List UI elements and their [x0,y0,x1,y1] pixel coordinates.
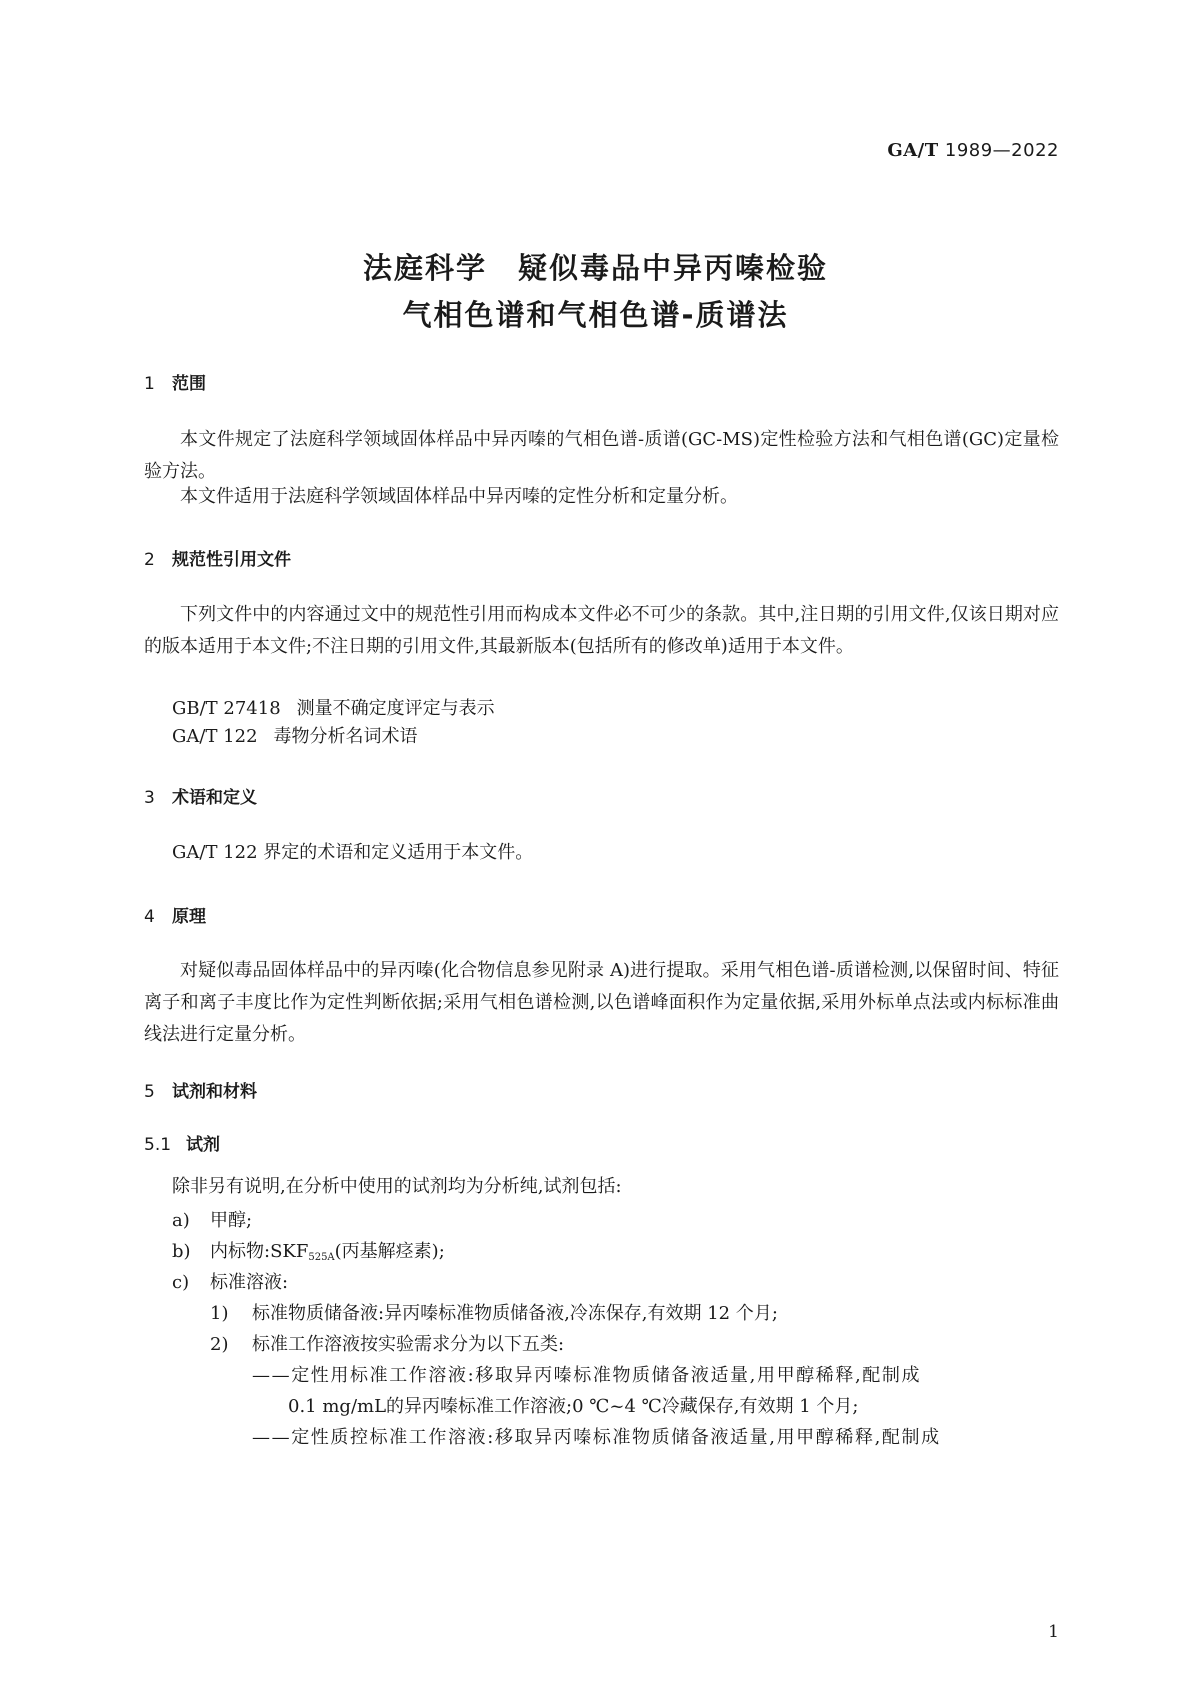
section-4-paragraph-1 [144,955,1059,1051]
list-item-c1 [210,1299,778,1325]
list-text: 甲醇; [210,1210,253,1231]
standard-code [887,140,1059,161]
normative-reference-2 [172,722,418,748]
list-text-suffix: (丙基解痉素); [334,1241,445,1262]
section-3-paragraph-1: GA/T 122 界定的术语和定义适用于本文件。 [172,842,534,863]
section-number: 5.1 [144,1135,172,1155]
paragraph-text: 本文件规定了法庭科学领域固体样品中异丙嗪的气相色谱-质谱(GC-MS)定性检验方法和气相色谱(GC)定量检验方法。 [144,429,1059,482]
section-1-paragraph-2 [144,481,1059,513]
reference-code: GB/T 27418 [172,698,281,719]
section-2-heading [144,545,291,570]
list-subscript: 525A [308,1252,335,1263]
section-number: 2 [144,550,155,570]
list-text: 标准物质储备液:异丙嗪标准物质储备液,冷冻保存,有效期 12 个月; [252,1303,778,1324]
standard-code-prefix: GA/T [887,140,939,161]
page-number: 1 [1048,1622,1059,1642]
paragraph-text: 对疑似毒品固体样品中的异丙嗪(化合物信息参见附录 A)进行提取。采用气相色谱-质谱检测,以保留时间、特征离子和离子丰度比作为定性判断依据;采用气相色谱检测,以色谱峰面积作为定量依据,采用外标单点法或内标标准曲线法进行定量分析。 [144,960,1059,1045]
section-5-heading [144,1077,257,1102]
list-label: a) [172,1210,190,1231]
dash-item-1-line-1: ——定性用标准工作溶液:移取异丙嗪标准物质储备液适量,用甲醇稀释,配制成 [252,1365,922,1386]
standard-code-number: 1989—2022 [944,140,1059,161]
list-text: 标准溶液: [210,1272,289,1293]
section-2-paragraph-1 [144,599,1059,663]
reference-title: 测量不确定度评定与表示 [296,698,495,719]
document-title-line2: 气相色谱和气相色谱-质谱法 [402,298,789,332]
section-title: 试剂 [186,1135,220,1155]
section-title: 范围 [172,374,206,394]
list-item-c [172,1268,288,1294]
section-title: 试剂和材料 [172,1082,257,1102]
section-title: 规范性引用文件 [172,550,291,570]
list-label: 2) [210,1334,229,1355]
section-title: 原理 [172,907,206,927]
dash-item-2-line-1: ——定性质控标准工作溶液:移取异丙嗪标准物质储备液适量,用甲醇稀释,配制成 [252,1427,941,1448]
list-label: b) [172,1241,191,1262]
section-5-1-intro: 除非另有说明,在分析中使用的试剂均为分析纯,试剂包括: [172,1176,622,1197]
section-number: 1 [144,374,155,394]
list-item-a [172,1206,252,1232]
list-label: 1) [210,1303,229,1324]
section-1-heading [144,369,206,394]
reference-title: 毒物分析名词术语 [273,726,418,747]
section-1-paragraph-1 [144,424,1059,488]
section-4-heading [144,902,206,927]
document-title-line1: 法庭科学 疑似毒品中异丙嗪检验 [362,251,828,285]
list-item-b [172,1237,445,1263]
section-number: 3 [144,788,155,808]
list-text: 标准工作溶液按实验需求分为以下五类: [252,1334,565,1355]
dash-item-1-line-2: 0.1 mg/mL的异丙嗪标准工作溶液;0 ℃~4 ℃冷藏保存,有效期 1 个月; [288,1396,859,1417]
paragraph-text: 本文件适用于法庭科学领域固体样品中异丙嗪的定性分析和定量分析。 [180,486,738,507]
paragraph-text: 下列文件中的内容通过文中的规范性引用而构成本文件必不可少的条款。其中,注日期的引用文件,仅该日期对应的版本适用于本文件;不注日期的引用文件,其最新版本(包括所有的修改单)适用于本文件。 [144,604,1059,657]
list-item-c2 [210,1330,564,1356]
list-text: 内标物:SKF [210,1241,309,1262]
normative-reference-1 [172,694,495,720]
section-number: 4 [144,907,155,927]
list-label: c) [172,1272,190,1293]
section-title: 术语和定义 [172,788,257,808]
reference-code: GA/T 122 [172,726,258,747]
section-3-heading [144,783,257,808]
section-number: 5 [144,1082,155,1102]
section-5-1-heading [144,1130,220,1155]
